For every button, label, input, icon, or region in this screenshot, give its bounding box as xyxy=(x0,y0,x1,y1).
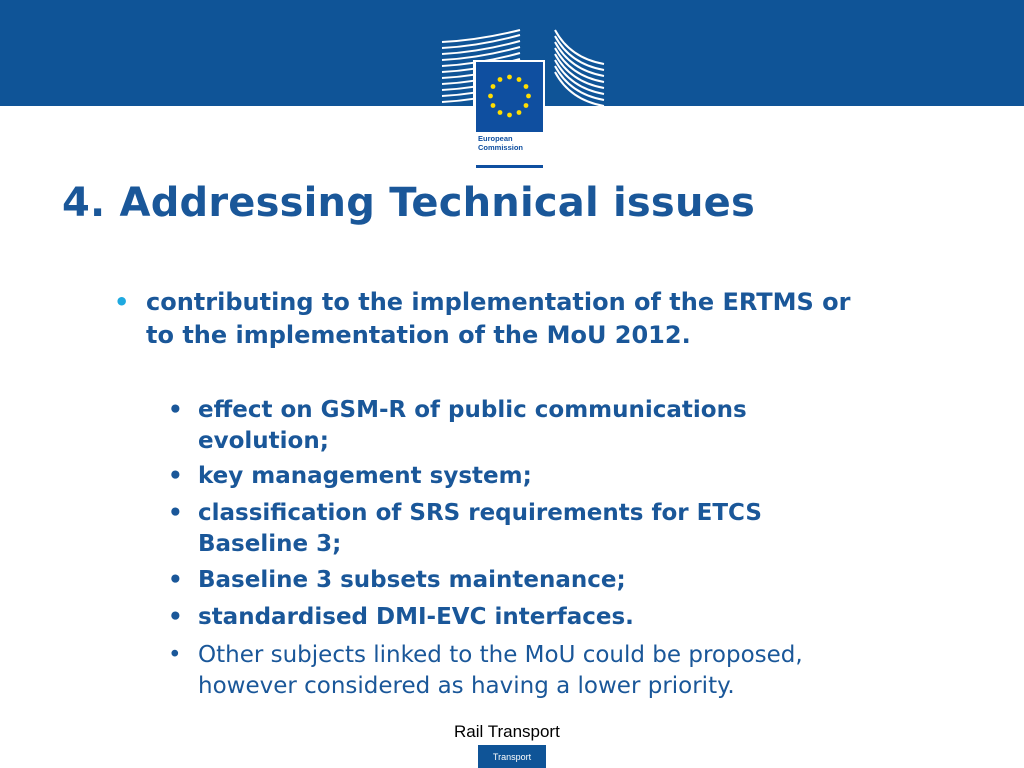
sub-bullet-text: key management system; xyxy=(198,463,532,489)
bullet-dot-icon: • xyxy=(168,397,183,423)
sub-bullet-text: classification of SRS requirements for ETCS Baseline 3; xyxy=(198,500,762,557)
sub-bullet xyxy=(168,602,878,633)
logo-text-line2: Commission xyxy=(478,143,524,152)
bullet-dot-icon: • xyxy=(168,500,183,526)
sub-bullet xyxy=(168,395,878,457)
bullet-dot-icon: • xyxy=(114,288,130,316)
sub-bullet xyxy=(168,565,878,596)
footer-label: Rail Transport xyxy=(454,722,560,741)
bullet-dot-icon: • xyxy=(168,567,183,593)
sub-bullet-text: Other subjects linked to the MoU could be proposed, however considered as having a lower priority. xyxy=(198,642,803,699)
sub-bullet xyxy=(168,461,878,492)
eu-flag-icon xyxy=(476,62,543,132)
logo-underline xyxy=(476,165,543,168)
logo-text-line1: European xyxy=(478,134,513,143)
main-bullet-text: contributing to the implementation of the ERTMS or to the implementation of the MoU 2012. xyxy=(146,288,851,349)
main-bullet xyxy=(114,286,866,352)
sub-bullet xyxy=(168,498,878,560)
sub-bullet xyxy=(168,640,878,702)
sub-bullet-text: standardised DMI-EVC interfaces. xyxy=(198,604,634,630)
sub-bullet-text: effect on GSM-R of public communications evolution; xyxy=(198,397,747,454)
slide-title: 4. Addressing Technical issues xyxy=(62,180,755,226)
footer-badge: Transport xyxy=(478,745,546,768)
european-commission-logo xyxy=(440,28,606,152)
bullet-dot-icon: • xyxy=(168,642,182,668)
sub-bullet-text: Baseline 3 subsets maintenance; xyxy=(198,567,626,593)
bullet-dot-icon: • xyxy=(168,604,183,630)
bullet-dot-icon: • xyxy=(168,463,183,489)
logo-text xyxy=(478,134,544,152)
